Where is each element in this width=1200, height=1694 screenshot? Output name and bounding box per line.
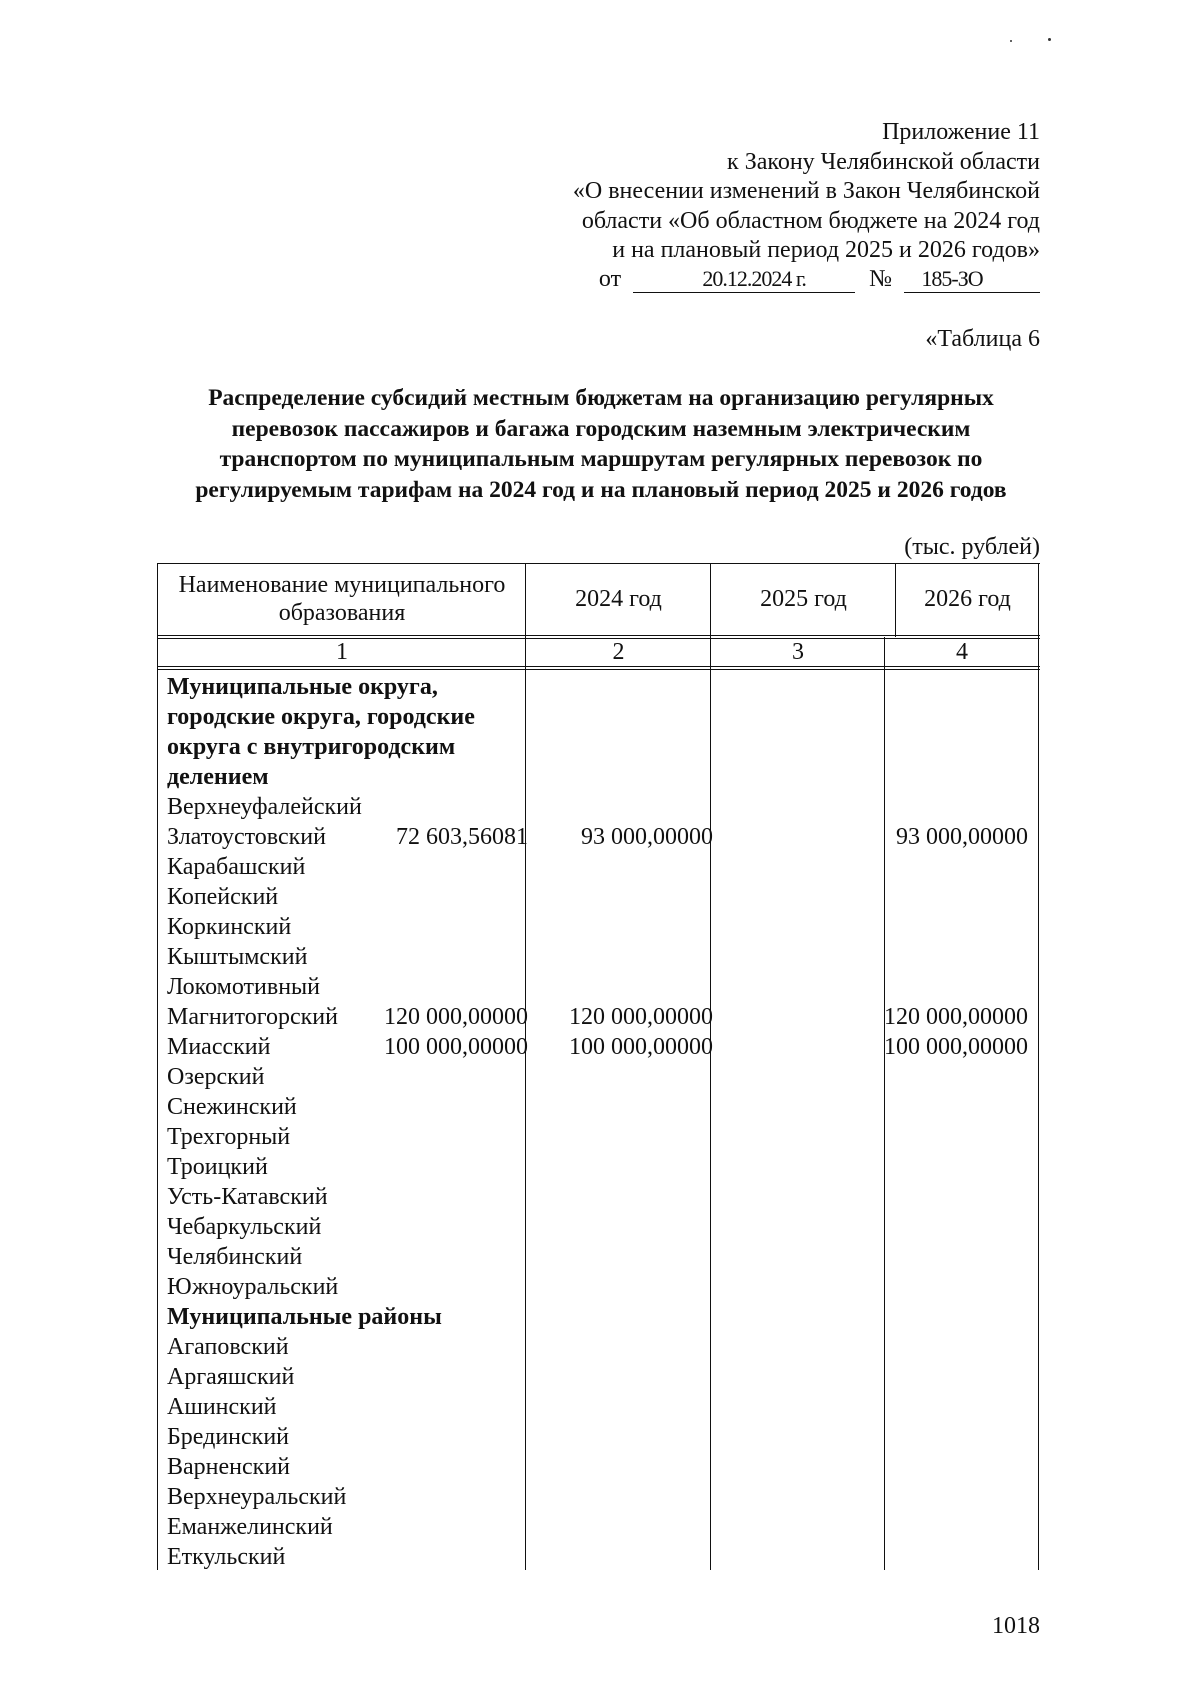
value-2024: 120 000,00000 <box>384 1004 528 1030</box>
appendix-line: к Закону Челябинской области <box>727 148 1040 175</box>
municipality-name: Агаповский <box>167 1334 289 1360</box>
table-row <box>157 762 1040 792</box>
municipality-name: Чебаркульский <box>167 1214 322 1240</box>
municipality-name: Еманжелинский <box>167 1514 333 1540</box>
municipality-name: Озерский <box>167 1064 265 1090</box>
municipality-name: Карабашский <box>167 854 306 880</box>
table-row <box>157 1482 1040 1512</box>
column-divider <box>895 563 896 637</box>
header-2024: 2024 год <box>575 586 662 612</box>
table-row <box>157 1452 1040 1482</box>
municipality-name: Муниципальные округа, <box>167 674 438 700</box>
municipality-name: Трехгорный <box>167 1124 291 1150</box>
law-number: 185-ЗО <box>904 266 1040 293</box>
table-row <box>157 1302 1040 1332</box>
table-row <box>157 1212 1040 1242</box>
column-number: 3 <box>792 638 804 665</box>
from-label: от <box>598 266 622 292</box>
row-divider <box>157 669 1040 670</box>
table-row <box>157 1152 1040 1182</box>
table-row <box>157 702 1040 732</box>
municipality-name: городские округа, городские <box>167 704 475 730</box>
table-row <box>157 1122 1040 1152</box>
table-row <box>157 1242 1040 1272</box>
units-label: (тыс. рублей) <box>904 534 1040 560</box>
value-2025: 100 000,00000 <box>569 1034 713 1060</box>
value-2024: 72 603,56081 <box>396 824 528 850</box>
municipality-name: Ашинский <box>167 1394 277 1420</box>
header-2025: 2025 год <box>760 586 847 612</box>
column-number: 1 <box>336 638 348 665</box>
value-2026: 100 000,00000 <box>884 1034 1028 1060</box>
municipality-name: Магнитогорский <box>167 1004 338 1030</box>
appendix-line: Приложение 11 <box>882 119 1040 145</box>
value-2025: 93 000,00000 <box>581 824 713 850</box>
municipality-name: Аргаяшский <box>167 1364 295 1390</box>
title-line: перевозок пассажиров и багажа городским наземным электрическим <box>231 415 971 442</box>
table-row <box>157 1332 1040 1362</box>
municipality-name: Верхнеуральский <box>167 1484 347 1510</box>
table-row <box>157 732 1040 762</box>
municipality-name: Копейский <box>167 884 279 910</box>
value-2024: 100 000,00000 <box>384 1034 528 1060</box>
municipality-name: Еткульский <box>167 1544 286 1570</box>
title-line: регулируемым тарифам на 2024 год и на плановый период 2025 и 2026 годов <box>195 476 1007 503</box>
table-row <box>157 942 1040 972</box>
table-row <box>157 1392 1040 1422</box>
header-name: Наименование муниципального образования <box>178 572 506 626</box>
municipality-name: Златоустовский <box>167 824 326 850</box>
table-row <box>157 1362 1040 1392</box>
title-line: транспортом по муниципальным маршрутам регулярных перевозок по <box>219 446 983 472</box>
table-row <box>157 792 1040 822</box>
table-row <box>157 822 1040 852</box>
scan-speck <box>1048 38 1051 41</box>
number-sign: № <box>869 266 892 292</box>
value-2026: 93 000,00000 <box>896 824 1028 850</box>
appendix-header <box>440 118 1040 266</box>
municipality-name: Муниципальные районы <box>167 1304 442 1330</box>
municipality-name: Южноуральский <box>167 1274 339 1300</box>
table-row <box>157 912 1040 942</box>
row-divider <box>157 635 1040 636</box>
municipality-name: Миасский <box>167 1034 271 1060</box>
municipality-name: округа с внутригородским <box>167 734 456 760</box>
municipality-name: Варненский <box>167 1454 290 1480</box>
table-row <box>157 1182 1040 1212</box>
document-title <box>140 383 1062 505</box>
municipality-name: Троицкий <box>167 1154 268 1180</box>
appendix-line: и на плановый период 2025 и 2026 годов» <box>612 237 1040 263</box>
appendix-line: «О внесении изменений в Закон Челябинской <box>572 178 1040 204</box>
subsidy-table <box>157 563 1040 1570</box>
table-row <box>157 672 1040 702</box>
law-reference <box>599 264 1040 294</box>
municipality-name: Снежинский <box>167 1094 297 1120</box>
law-date: 20.12.2024 г. <box>633 266 855 293</box>
table-row <box>157 1422 1040 1452</box>
municipality-name: Кыштымский <box>167 944 308 970</box>
appendix-line: области «Об областном бюджете на 2024 год <box>581 207 1040 234</box>
municipality-name: Усть-Катавский <box>167 1184 328 1210</box>
value-2026: 120 000,00000 <box>884 1004 1028 1030</box>
table-row <box>157 1272 1040 1302</box>
table-row <box>157 972 1040 1002</box>
table-row <box>157 1002 1040 1032</box>
table-row <box>157 1092 1040 1122</box>
municipality-name: Верхнеуфалейский <box>167 794 362 820</box>
municipality-name: делением <box>167 764 269 790</box>
header-2026: 2026 год <box>924 586 1011 612</box>
column-number: 2 <box>612 638 625 665</box>
table-row <box>157 852 1040 882</box>
scan-speck <box>1010 40 1012 42</box>
column-number: 4 <box>956 638 968 665</box>
table-row <box>157 1062 1040 1092</box>
table-row <box>157 1512 1040 1542</box>
table-label: «Таблица 6 <box>925 326 1040 352</box>
municipality-name: Челябинский <box>167 1244 303 1270</box>
table-body <box>157 672 1040 1572</box>
municipality-name: Брединский <box>167 1424 290 1450</box>
table-row <box>157 1542 1040 1572</box>
value-2025: 120 000,00000 <box>569 1004 713 1030</box>
municipality-name: Коркинский <box>167 914 292 940</box>
table-row <box>157 1032 1040 1062</box>
title-line: Распределение субсидий местным бюджетам на организацию регулярных <box>208 385 994 411</box>
municipality-name: Локомотивный <box>167 974 321 1000</box>
table-row <box>157 882 1040 912</box>
page-number: 1018 <box>992 1613 1040 1639</box>
